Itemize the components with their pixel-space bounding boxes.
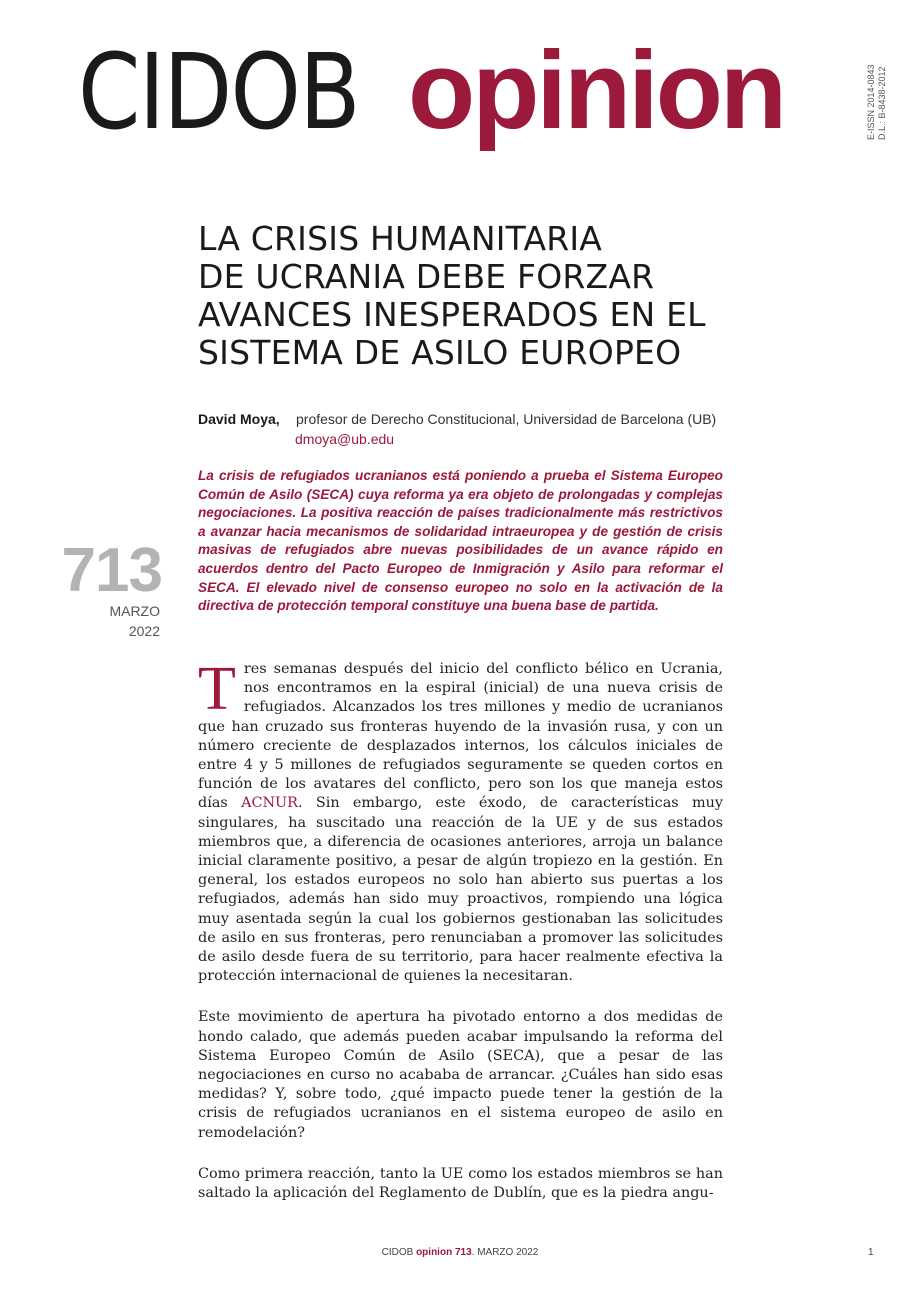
article-body (198, 655, 723, 1225)
title-line: LA CRISIS HUMANITARIA (198, 219, 603, 258)
masthead-series: opinion (408, 29, 785, 152)
abstract: La crisis de refugiados ucranianos está poniendo a prueba el Sistema Europeo Común de Asilo (SECA) cuya reforma ya era objeto de prolongadas y complejas negociaciones. La positiva reacción de países tradicionalmente más restrictivos a avanzar hacia mecanismos de solidaridad intraeuropea y de gestión de crisis masivas de refugiados abre nuevas posibilidades de un avance rápido en acuerdos dentro del Pacto Europeo de Inmigración y Asilo para reformar el SECA. El elevado nivel de consenso europeo no solo en la activación de la directiva de protección temporal constituye una buena base de partida. (198, 468, 723, 614)
footer-series: opinion (416, 1247, 453, 1258)
title-line: AVANCES INESPERADOS EN EL (198, 295, 706, 334)
author-affiliation: profesor de Derecho Constitucional, Universidad de Barcelona (UB) (296, 411, 717, 427)
title-line: DE UCRANIA DEBE FORZAR (198, 257, 655, 296)
acnur-link[interactable]: ACNUR (241, 795, 299, 812)
body-paragraph (198, 655, 723, 986)
issn-text: E-ISSN 2014-0843 (866, 64, 876, 140)
author-name (198, 411, 280, 427)
masthead-brand: CIDOB (78, 31, 359, 153)
article-title (198, 220, 758, 372)
footer-date: . MARZO 2022 (471, 1247, 539, 1258)
page-number: 1 (868, 1247, 874, 1258)
drop-cap: T (198, 655, 236, 723)
paragraph-text: res semanas después del inicio del conflicto bélico en Ucrania, nos encontramos en la espiral (inicial) de una nueva crisis de refugiados. Alcanzados los tres millones y medio de ucranianos que han cruzado sus fronteras huyendo de la invasión rusa, y con un número creciente de desplazados internos, los cálculos iniciales de entre 4 y 5 millones de refugiados seguramente se queden cortos en función de los avatares del conflicto, pero son los que maneja estos días (198, 661, 723, 812)
page-footer (0, 1247, 920, 1258)
footer-number: 713 (454, 1247, 472, 1258)
issue-number: 713 (61, 536, 162, 605)
author-email-link[interactable]: dmoya@ub.edu (295, 431, 395, 447)
body-paragraph: Este movimiento de apertura ha pivotado entorno a dos medidas de hondo calado, que además pueden acabar impulsando la reforma del Sistema Europeo Común de Asilo (SECA), que a pesar de las negociaciones en curso no acababa de arrancar. ¿Cuáles han sido esas medidas? Y, sobre todo, ¿qué impacto puede tener la gestión de la crisis de refugiados ucranianos en el sistema europeo de asilo en remodelación? (198, 1009, 723, 1141)
issue-year: 2022 (128, 623, 160, 639)
legal-deposit-text: D.L.: B-8438-2012 (877, 66, 887, 140)
title-line: SISTEMA DE ASILO EUROPEO (198, 333, 682, 372)
footer-brand: CIDOB (381, 1247, 414, 1258)
issn-block (866, 60, 920, 140)
paragraph-text: . Sin embargo, este éxodo, de características muy singulares, ha suscitado una reacción de la UE y de sus estados miembros que, a diferencia de ocasiones anteriores, arroja un balance inicial claramente positivo, a pesar de algún tropiezo en la gestión. En general, los estados europeos no solo han abierto sus puertas a los refugiados, además han sido muy proactivos, rompiendo una lógica muy asentada según la cual los gobiernos gestionaban las solicitudes de asilo en sus fronteras, pero renunciaban a promover las solicitudes de asilo desde fuera de su territorio, para hacer realmente efectiva la protección internacional de quienes la necesitaran. (198, 795, 723, 985)
body-paragraph: Como primera reacción, tanto la UE como los estados miembros se han saltado la aplicación del Reglamento de Dublín, que es la piedra angu- (198, 1165, 723, 1202)
issue-month: MARZO (109, 603, 160, 619)
author-name-text: David Moya, (198, 411, 280, 427)
